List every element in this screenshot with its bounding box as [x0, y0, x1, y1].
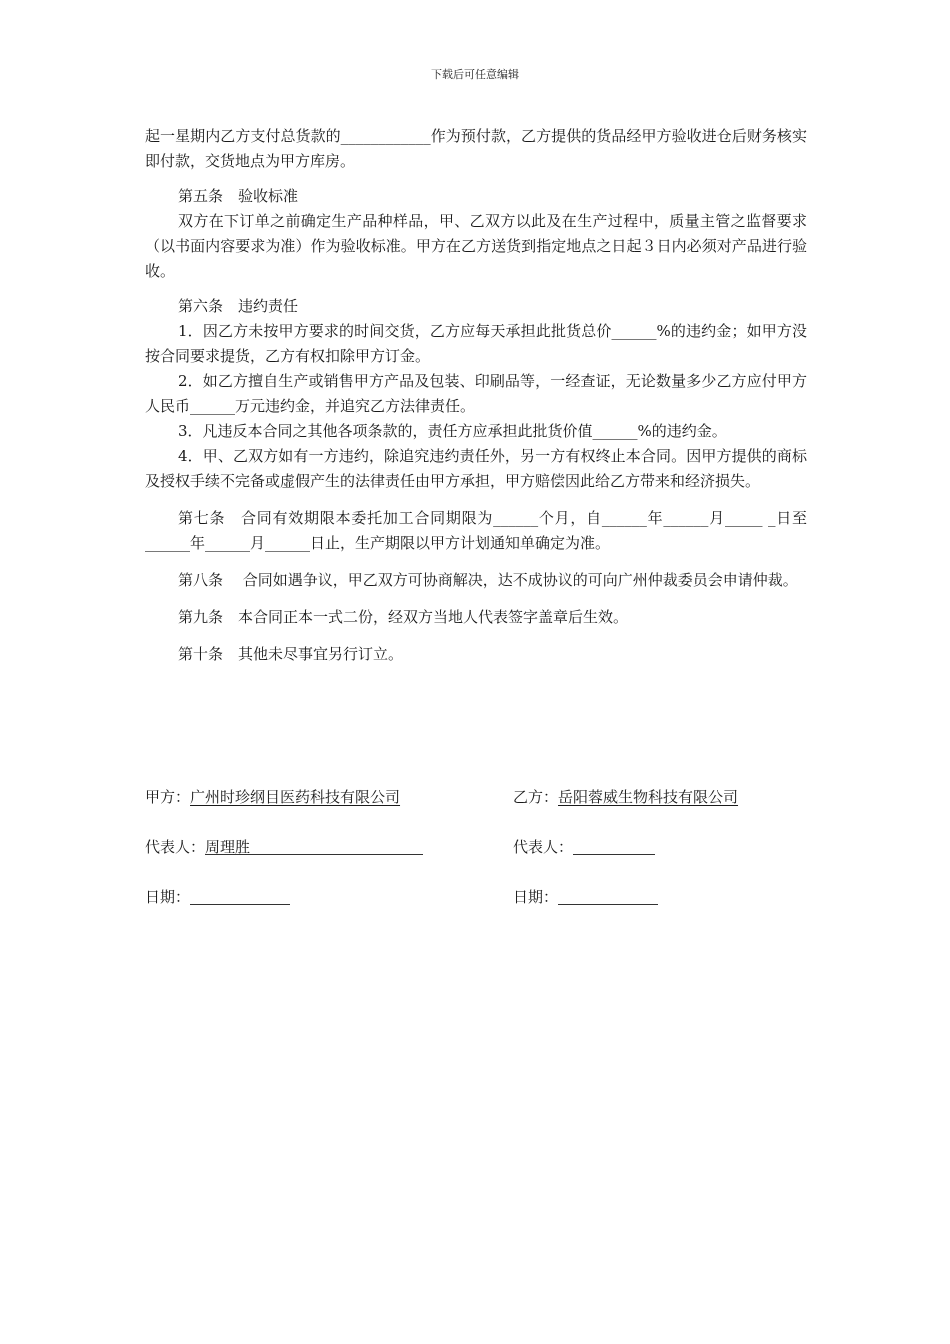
party-a-name: 广州时珍纲目医药科技有限公司: [190, 788, 401, 806]
party-b-rep-label: 代表人：: [513, 838, 574, 856]
party-b-date-label: 日期：: [513, 888, 559, 906]
article-7: 第七条 合同有效期限本委托加工合同期限为______个月，自______年______月_____ _日至______年______月______日止，生产期限以甲方计划通知单确定为准。: [145, 509, 807, 552]
party-a-date-line: [145, 886, 290, 908]
header-note: 下载后可任意编辑: [431, 68, 519, 81]
party-b-line: [513, 786, 738, 808]
party-a-rep-name: 周理胜: [205, 838, 251, 856]
article-6-item-2: 2．如乙方擅自生产或销售甲方产品及包装、印刷品等，一经查证，无论数量多少乙方应付甲方人民币______万元违约金，并追究乙方法律责任。: [145, 372, 807, 415]
party-a-date-label: 日期：: [145, 888, 191, 906]
party-a-label: 甲方：: [145, 788, 191, 806]
party-a-rep-line: [145, 836, 423, 858]
payment-paragraph: 起一星期内乙方支付总货款的____________作为预付款，乙方提供的货品经甲方验收进仓后财务核实即付款，交货地点为甲方库房。: [145, 127, 807, 170]
article-9: 第九条 本合同正本一式二份，经双方当地人代表签字盖章后生效。: [178, 608, 629, 626]
party-a-rep-field[interactable]: [205, 838, 423, 855]
article-5-text: 双方在下订单之前确定生产品种样品，甲、乙双方以此及在生产过程中，质量主管之监督要求（以书面内容要求为准）作为验收标准。甲方在乙方送货到指定地点之日起３日内必须对产品进行验收。: [145, 212, 807, 280]
article-8: 第八条 合同如遇争议，甲乙双方可协商解决，达不成协议的可向广州仲裁委员会申请仲裁。: [178, 571, 798, 589]
article-10: 第十条 其他未尽事宜另行订立。: [178, 645, 404, 663]
article-6-item-4: 4．甲、乙双方如有一方违约，除追究违约责任外，另一方有权终止本合同。因甲方提供的商标及授权手续不完备或虚假产生的法律责任由甲方承担，甲方赔偿因此给乙方带来和经济损失。: [145, 447, 807, 490]
article-6-item-3: 3．凡违反本合同之其他各项条款的，责任方应承担此批货价值______%的违约金。: [178, 422, 727, 440]
article-6-title: 第六条 违约责任: [178, 297, 299, 315]
party-b-rep-field[interactable]: [573, 838, 655, 855]
party-a-date-field[interactable]: [190, 888, 290, 905]
article-6-item-1: 1．因乙方未按甲方要求的时间交货，乙方应每天承担此批货总价______%的违约金；如甲方没按合同要求提货，乙方有权扣除甲方订金。: [145, 322, 807, 365]
article-5-title: 第五条 验收标准: [178, 187, 299, 205]
party-b-name: 岳阳蓉威生物科技有限公司: [558, 788, 739, 806]
party-b-label: 乙方：: [513, 788, 559, 806]
party-b-date-line: [513, 886, 658, 908]
party-a-line: [145, 786, 400, 808]
contract-body: [145, 124, 807, 667]
party-a-rep-label: 代表人：: [145, 838, 206, 856]
party-b-date-field[interactable]: [558, 888, 658, 905]
party-b-rep-line: [513, 836, 655, 858]
